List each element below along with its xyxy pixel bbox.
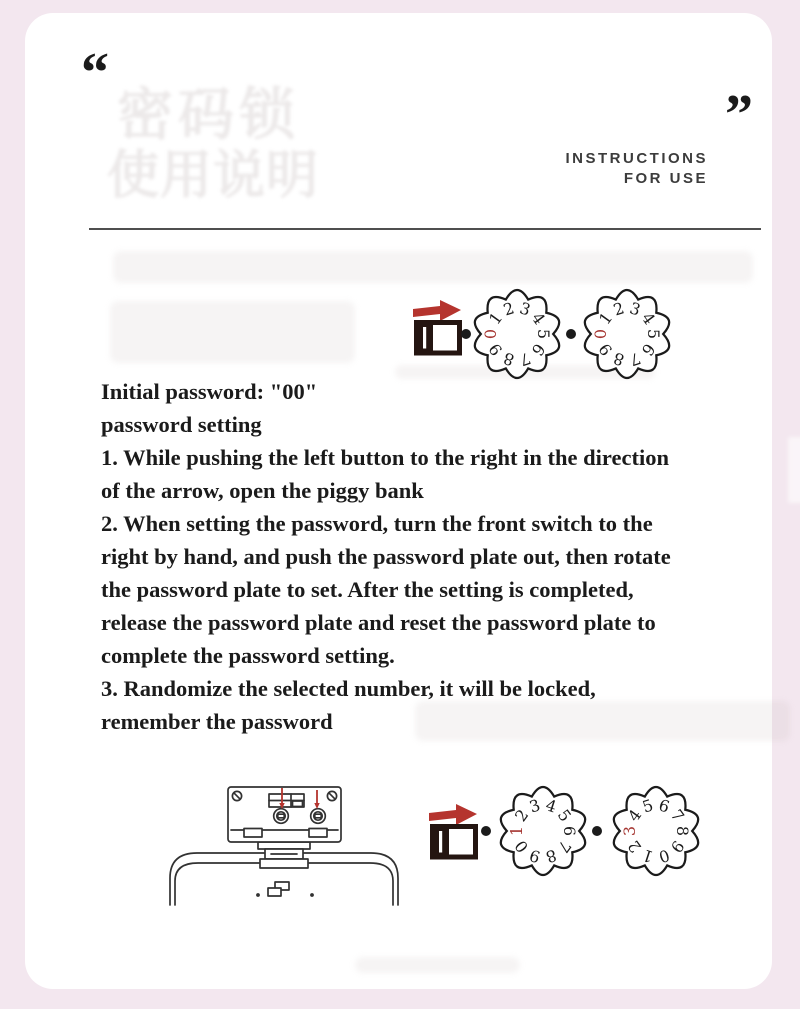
lock-panel [228, 787, 341, 842]
dial-number: 4 [527, 308, 550, 329]
dial-number: 6 [656, 795, 672, 817]
dial-number: 8 [672, 825, 692, 837]
dial-number: 6 [637, 339, 660, 360]
page-title-line1: INSTRUCTIONS [565, 150, 708, 167]
dial-number: 0 [510, 836, 533, 857]
dial-number: 2 [623, 836, 646, 857]
dial-number: 6 [559, 825, 579, 837]
password-dial [470, 287, 564, 381]
dial-number: 0 [591, 328, 611, 340]
page-title-line2: FOR USE [623, 170, 708, 187]
divider-line [89, 228, 761, 230]
page-title [566, 149, 709, 189]
separator-dot [592, 826, 602, 836]
dial-number: 5 [643, 328, 663, 340]
dial-number: 3 [627, 298, 643, 320]
dial-number: 9 [527, 845, 543, 867]
dial-number: 3 [620, 825, 640, 837]
instruction-line: complete the password setting. [101, 643, 395, 668]
dial-number: 3 [517, 298, 533, 320]
ghost-watermark-smear [113, 251, 753, 283]
password-dial [580, 287, 674, 381]
instruction-line: release the password plate and reset the password plate to [101, 610, 656, 635]
lock-switch-icon [411, 298, 463, 356]
dial-number: 9 [666, 836, 689, 857]
password-dial [609, 784, 703, 878]
watermark-chinese-line1: 密码锁 [117, 83, 300, 148]
password-dial [496, 784, 590, 878]
dial-number: 2 [611, 298, 627, 320]
close-quote-mark: ” [725, 84, 753, 146]
dial-number: 0 [481, 328, 501, 340]
separator-dot [566, 329, 576, 339]
dial-number: 7 [517, 348, 533, 370]
lock-mechanism-drawing [165, 775, 405, 960]
dial-number: 1 [594, 308, 617, 329]
arrow-right-icon [429, 804, 477, 825]
instruction-line: 3. Randomize the selected number, it will be locked, [101, 676, 596, 701]
dial-number: 5 [640, 795, 656, 817]
dial-number: 0 [656, 845, 672, 867]
hinge [258, 842, 310, 868]
content-card [25, 13, 772, 989]
separator-dot [481, 826, 491, 836]
dial-number: 2 [501, 298, 517, 320]
dial-number: 7 [553, 836, 576, 857]
instruction-line: 2. When setting the password, turn the front switch to the [101, 511, 653, 536]
dial-number: 1 [484, 308, 507, 329]
dial-number: 7 [666, 805, 689, 826]
dial-number: 4 [543, 795, 559, 817]
latch [256, 882, 314, 897]
watermark-chinese-line2: 使用说明 [107, 146, 320, 206]
ghost-watermark-smear [110, 301, 355, 363]
instruction-line: of the arrow, open the piggy bank [101, 478, 424, 503]
dial-number: 1 [507, 825, 527, 837]
instruction-line: 1. While pushing the left button to the right in the direction [101, 445, 669, 470]
dial-number: 8 [501, 348, 517, 370]
dial-number: 2 [510, 805, 533, 826]
dial-number: 3 [527, 795, 543, 817]
arrow-right-icon [413, 300, 461, 321]
instruction-line: password setting [101, 412, 262, 437]
open-quote-mark: “ [81, 42, 109, 104]
dial-number: 8 [543, 845, 559, 867]
dial-number: 9 [484, 339, 507, 360]
dial-number: 4 [623, 805, 646, 826]
instruction-line: Initial password: "00" [101, 379, 318, 404]
instruction-line: right by hand, and push the password plate out, then rotate [101, 544, 671, 569]
dial-number: 6 [527, 339, 550, 360]
dial-number: 4 [637, 308, 660, 329]
erased-area-patch [788, 437, 800, 503]
dial-number: 5 [553, 805, 576, 826]
instruction-line: the password plate to set. After the setting is completed, [101, 577, 634, 602]
instructions-text [101, 375, 671, 738]
dial-number: 1 [640, 845, 656, 867]
lock-switch-icon [427, 802, 479, 860]
dial-number: 7 [627, 348, 643, 370]
dial-number: 5 [533, 328, 553, 340]
dial-number: 9 [594, 339, 617, 360]
instruction-line: remember the password [101, 709, 333, 734]
dial-number: 8 [611, 348, 627, 370]
